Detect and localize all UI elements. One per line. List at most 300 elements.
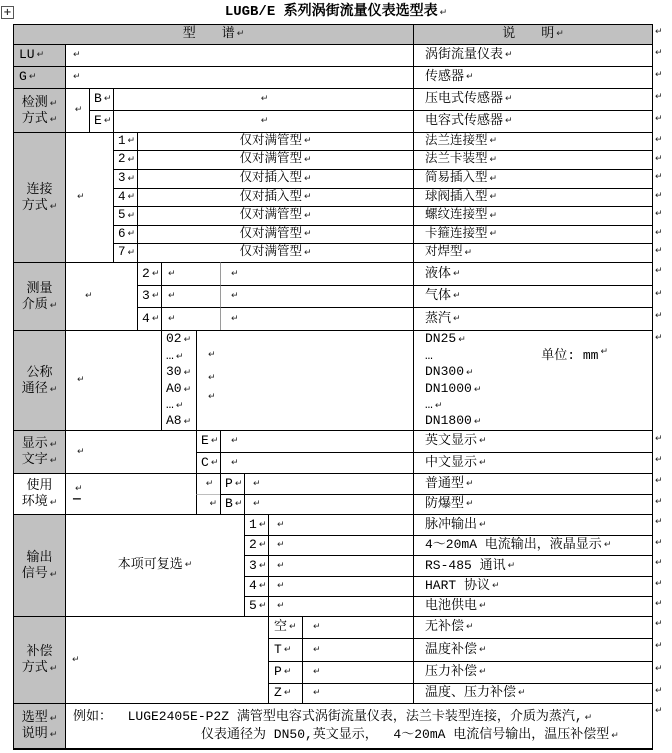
- paragraph-mark-icon: ↵: [655, 706, 663, 716]
- output-note: 脉冲输出: [425, 516, 478, 532]
- detect-blank-b-cell[interactable]: [113, 88, 413, 110]
- paragraph-mark-icon: ↵: [258, 581, 267, 591]
- paragraph-mark-icon: ↵: [77, 446, 85, 457]
- display-note-cell[interactable]: [413, 430, 652, 452]
- paragraph-mark-icon: ↵: [49, 498, 58, 508]
- paragraph-mark-icon: ↵: [655, 434, 663, 444]
- connect-code: 1: [118, 133, 126, 148]
- environment-note-cell[interactable]: [413, 473, 652, 494]
- compensation-code-cell[interactable]: [268, 616, 302, 638]
- connect-scope-cell[interactable]: [137, 206, 413, 225]
- paragraph-mark-icon: ↵: [303, 173, 312, 184]
- document-title[interactable]: [0, 3, 672, 21]
- paragraph-mark-icon: ↵: [253, 499, 261, 509]
- compensation-code-cell[interactable]: [268, 638, 302, 661]
- connect-spacer-cell[interactable]: [65, 132, 113, 262]
- connect-note: 法兰卡装型: [425, 152, 488, 167]
- g-note: 传感器: [425, 69, 465, 85]
- paragraph-mark-icon: ↵: [584, 713, 593, 723]
- dash-mark: —: [73, 490, 81, 506]
- paragraph-mark-icon: ↵: [458, 335, 466, 346]
- connect-note-cell[interactable]: [413, 132, 652, 150]
- display-code: C: [201, 454, 209, 470]
- detect-code-e-cell[interactable]: [89, 110, 113, 132]
- paragraph-mark-icon: ↵: [72, 654, 80, 665]
- medium-note: 气体: [425, 288, 452, 304]
- paragraph-mark-icon: ↵: [505, 50, 513, 60]
- medium-note-cell[interactable]: [413, 307, 652, 330]
- paragraph-mark-icon: ↵: [453, 313, 461, 324]
- paragraph-mark-icon: ↵: [175, 400, 184, 411]
- diameter-code: 02 ↵: [166, 331, 192, 347]
- paragraph-mark-icon: ↵: [283, 644, 292, 655]
- lu-code: LU: [19, 47, 35, 63]
- detect-spacer-cell[interactable]: [65, 88, 89, 132]
- paragraph-mark-icon: ↵: [655, 228, 663, 238]
- paragraph-mark-icon: ↵: [151, 291, 160, 301]
- diameter-note: DN25 ↵: [425, 331, 466, 347]
- paragraph-mark-icon: ↵: [439, 8, 448, 18]
- paragraph-mark-icon: ↵: [85, 291, 93, 301]
- display-code-cell[interactable]: [196, 452, 220, 473]
- environment-blank-cell[interactable]: [244, 473, 413, 494]
- output-note-cell[interactable]: [413, 514, 652, 535]
- environment-narrow-cell[interactable]: [196, 473, 220, 494]
- paragraph-mark-icon: ↵: [208, 392, 216, 402]
- g-blank-cell[interactable]: [65, 66, 413, 88]
- paragraph-mark-icon: ↵: [303, 229, 312, 239]
- output-code-cell[interactable]: [244, 555, 268, 576]
- medium-note: 蒸汽: [425, 310, 452, 326]
- output-note: HART 协议: [425, 578, 491, 594]
- paragraph-mark-icon: ↵: [184, 560, 193, 570]
- output-code-cell[interactable]: [244, 514, 268, 535]
- diameter-note: … 单位: mm ↵: [425, 346, 608, 363]
- connect-scope-cell[interactable]: [137, 169, 413, 188]
- display-label-line1: 显示 ↵: [21, 436, 58, 451]
- compensation-blank-cell[interactable]: [302, 661, 413, 683]
- connect-note: 卡箍连接型: [425, 226, 488, 241]
- paragraph-mark-icon: ↵: [74, 105, 83, 115]
- paragraph-mark-icon: ↵: [208, 350, 216, 360]
- environment-note: 防爆型: [425, 496, 465, 512]
- paragraph-mark-icon: ↵: [277, 581, 285, 591]
- medium-code-cell[interactable]: [137, 307, 161, 330]
- diameter-note: … ↵: [425, 396, 443, 412]
- output-code: 3: [249, 557, 257, 573]
- environment-spacer-cell[interactable]: [65, 473, 196, 514]
- diameter-code: A0 ↵: [166, 380, 192, 396]
- paragraph-mark-icon: ↵: [655, 154, 663, 164]
- diameter-spacer-cell[interactable]: [65, 330, 161, 430]
- output-note-cell[interactable]: [413, 535, 652, 555]
- compensation-blank-cell[interactable]: [302, 616, 413, 638]
- paragraph-mark-icon: ↵: [655, 497, 663, 507]
- compensation-note: 温度、压力补偿: [425, 685, 517, 701]
- output-blank-cell[interactable]: [268, 535, 413, 555]
- paragraph-mark-icon: ↵: [655, 619, 663, 629]
- paragraph-mark-icon: ↵: [127, 154, 136, 165]
- environment-label-cell[interactable]: [13, 473, 65, 514]
- selection-label-cell[interactable]: [13, 703, 65, 748]
- connect-note: 法兰连接型: [425, 133, 488, 148]
- paragraph-mark-icon: ↵: [489, 210, 498, 221]
- compensation-note-cell[interactable]: [413, 616, 652, 638]
- selection-example-cell[interactable]: [65, 703, 652, 748]
- paragraph-mark-icon: ↵: [231, 291, 239, 301]
- diameter-note-cell[interactable]: [413, 330, 652, 430]
- medium-blank-a-cell[interactable]: [161, 262, 220, 285]
- display-code: E: [201, 433, 209, 449]
- connect-note-cell[interactable]: [413, 188, 652, 206]
- paragraph-mark-icon: ↵: [277, 601, 285, 611]
- paragraph-mark-icon: ↵: [49, 664, 58, 674]
- medium-note: 液体: [425, 265, 452, 281]
- paragraph-mark-icon: ↵: [289, 622, 297, 632]
- medium-blank-a-cell[interactable]: [161, 285, 220, 307]
- paragraph-mark-icon: ↵: [258, 540, 267, 550]
- paragraph-mark-icon: ↵: [655, 455, 663, 465]
- compensation-note-cell[interactable]: [413, 661, 652, 683]
- detect-note-e-cell[interactable]: [413, 110, 652, 132]
- diameter-label-line1: 公称: [26, 364, 53, 380]
- paragraph-mark-icon: ↵: [168, 291, 176, 301]
- compensation-code-cell[interactable]: [268, 661, 302, 683]
- paragraph-mark-icon: ↵: [505, 116, 513, 126]
- connect-code-cell[interactable]: [113, 169, 137, 188]
- table-move-handle[interactable]: +: [1, 6, 14, 19]
- paragraph-mark-icon: ↵: [655, 172, 663, 182]
- paragraph-mark-icon: ↵: [258, 519, 267, 530]
- paragraph-mark-icon: ↵: [49, 730, 58, 740]
- environment-narrow-cell[interactable]: [196, 494, 220, 514]
- paragraph-mark-icon: ↵: [127, 136, 136, 146]
- connect-scope: 仅对满管型: [239, 245, 302, 260]
- lu-note: 涡街流量仪表: [425, 47, 504, 63]
- connect-note-cell[interactable]: [413, 169, 652, 188]
- paragraph-mark-icon: ↵: [210, 457, 219, 468]
- paragraph-mark-icon: ↵: [151, 268, 160, 279]
- paragraph-mark-icon: ↵: [260, 94, 269, 104]
- compensation-note: 压力补偿: [425, 664, 478, 680]
- connect-label-line1: 连接: [26, 181, 53, 197]
- paragraph-mark-icon: ↵: [277, 540, 285, 550]
- connect-scope: 仅对满管型: [239, 133, 302, 148]
- connect-note: 球阀插入型: [425, 189, 488, 204]
- paragraph-mark-icon: ↵: [303, 192, 312, 202]
- connect-code-cell[interactable]: [113, 243, 137, 262]
- compensation-code: 空: [274, 619, 288, 635]
- output-blank-cell[interactable]: [268, 576, 413, 596]
- environment-code: B: [225, 496, 233, 512]
- paragraph-mark-icon: ↵: [655, 70, 663, 80]
- detect-label-cell[interactable]: [13, 88, 65, 132]
- paragraph-mark-icon: ↵: [277, 519, 285, 530]
- detect-note-b-cell[interactable]: [413, 88, 652, 110]
- paragraph-mark-icon: ↵: [208, 373, 216, 383]
- connect-scope-cell[interactable]: [137, 132, 413, 150]
- paragraph-mark-icon: ↵: [236, 29, 245, 39]
- connect-note-cell[interactable]: [413, 206, 652, 225]
- paragraph-mark-icon: ↵: [479, 644, 487, 655]
- paragraph-mark-icon: ↵: [73, 50, 81, 60]
- header-note-label: 说 明: [502, 26, 555, 42]
- paragraph-mark-icon: ↵: [600, 346, 608, 357]
- output-blank-cell[interactable]: [268, 596, 413, 616]
- paragraph-mark-icon: ↵: [473, 384, 482, 395]
- connect-code: 3: [118, 171, 126, 186]
- connect-note: 对焊型: [425, 245, 463, 260]
- paragraph-mark-icon: ↵: [655, 476, 663, 486]
- environment-code-cell[interactable]: [220, 494, 244, 514]
- paragraph-mark-icon: ↵: [73, 72, 81, 82]
- environment-label-line2: 环境 ↵: [21, 494, 58, 509]
- paragraph-mark-icon: ↵: [49, 569, 58, 580]
- diameter-code-cell[interactable]: [161, 330, 196, 430]
- display-note-cell[interactable]: [413, 452, 652, 473]
- lu-note-cell[interactable]: [413, 44, 652, 66]
- medium-note-cell[interactable]: [413, 285, 652, 307]
- paragraph-mark-icon: ↵: [556, 29, 564, 39]
- connect-code: 4: [118, 189, 126, 204]
- paragraph-mark-icon: ↵: [168, 268, 176, 279]
- g-note-cell[interactable]: [413, 66, 652, 88]
- paragraph-mark-icon: ↵: [234, 478, 243, 489]
- paragraph-mark-icon: ↵: [655, 517, 663, 527]
- paragraph-mark-icon: ↵: [655, 538, 663, 548]
- connect-note: 螺纹连接型: [425, 208, 488, 223]
- medium-code-cell[interactable]: [137, 285, 161, 307]
- compensation-note-cell[interactable]: [413, 683, 652, 703]
- paragraph-mark-icon: ↵: [466, 368, 474, 379]
- compensation-spacer-cell[interactable]: [65, 616, 268, 703]
- output-label-line2: 信号 ↵: [21, 565, 58, 581]
- paragraph-mark-icon: ↵: [655, 558, 663, 568]
- diameter-code: 30 ↵: [166, 364, 192, 380]
- paragraph-mark-icon: ↵: [464, 247, 473, 258]
- detect-blank-e-cell[interactable]: [113, 110, 413, 132]
- detect-label-line2: 方式 ↵: [21, 110, 58, 126]
- paragraph-mark-icon: ↵: [655, 191, 663, 201]
- lu-code-cell[interactable]: [13, 44, 65, 66]
- paragraph-mark-icon: ↵: [127, 173, 136, 184]
- diameter-note: DN300 ↵: [425, 364, 474, 380]
- paragraph-mark-icon: ↵: [313, 644, 321, 655]
- paragraph-mark-icon: ↵: [655, 135, 663, 145]
- paragraph-mark-icon: ↵: [489, 229, 498, 239]
- paragraph-mark-icon: ↵: [75, 483, 83, 494]
- connect-label-line2: 方式 ↵: [21, 197, 58, 213]
- environment-code-cell[interactable]: [220, 473, 244, 494]
- paragraph-mark-icon: ↵: [303, 154, 312, 165]
- output-label-line1: 输出: [26, 549, 53, 565]
- paragraph-mark-icon: ↵: [479, 519, 487, 530]
- output-note: RS-485 通讯: [425, 557, 506, 573]
- header-model-label: 型 谱: [182, 26, 235, 42]
- connect-code: 7: [118, 245, 126, 260]
- connect-note-cell[interactable]: [413, 150, 652, 169]
- diameter-unit: 单位: mm: [541, 347, 599, 363]
- output-note-cell[interactable]: [413, 555, 652, 576]
- paragraph-mark-icon: ↵: [127, 229, 136, 239]
- paragraph-mark-icon: ↵: [303, 136, 312, 146]
- paragraph-mark-icon: ↵: [231, 313, 239, 324]
- paragraph-mark-icon: ↵: [655, 266, 663, 276]
- header-note-cell[interactable]: [413, 24, 652, 44]
- display-note: 英文显示: [425, 433, 478, 449]
- paragraph-mark-icon: ↵: [489, 192, 498, 202]
- paragraph-mark-icon: ↵: [655, 48, 663, 58]
- medium-label-line1: 测量: [26, 280, 53, 296]
- paragraph-mark-icon: ↵: [183, 384, 192, 395]
- display-spacer-cell[interactable]: [65, 430, 196, 473]
- medium-label-line2: 介质 ↵: [21, 296, 58, 312]
- g-code-cell[interactable]: [13, 66, 65, 88]
- paragraph-mark-icon: ↵: [453, 291, 461, 301]
- connect-scope: 仅对满管型: [239, 226, 302, 241]
- paragraph-mark-icon: ↵: [49, 456, 58, 466]
- compensation-blank-cell[interactable]: [302, 638, 413, 661]
- medium-code: 3: [142, 288, 150, 304]
- medium-blank-b-cell[interactable]: [220, 285, 413, 307]
- paragraph-mark-icon: ↵: [479, 436, 487, 446]
- paragraph-mark-icon: ↵: [234, 499, 243, 509]
- compensation-note-cell[interactable]: [413, 638, 652, 661]
- connect-scope: 仅对插入型: [239, 171, 302, 186]
- output-blank-cell[interactable]: [268, 555, 413, 576]
- paragraph-mark-icon: ↵: [489, 154, 498, 165]
- header-model-cell[interactable]: [13, 24, 413, 44]
- connect-code-cell[interactable]: [113, 206, 137, 225]
- paragraph-mark-icon: ↵: [313, 667, 321, 677]
- paragraph-mark-icon: ↵: [103, 94, 112, 104]
- compensation-blank-cell[interactable]: [302, 683, 413, 703]
- connect-scope-cell[interactable]: [137, 188, 413, 206]
- paragraph-mark-icon: ↵: [77, 192, 85, 202]
- connect-note-cell[interactable]: [413, 225, 652, 243]
- connect-code-cell[interactable]: [113, 225, 137, 243]
- connect-code: 6: [118, 226, 126, 241]
- medium-blank-b-cell[interactable]: [220, 262, 413, 285]
- medium-blank-b-cell[interactable]: [220, 307, 413, 330]
- output-group-note-cell[interactable]: [65, 514, 244, 616]
- display-label-cell[interactable]: [13, 430, 65, 473]
- output-note-cell[interactable]: [413, 576, 652, 596]
- paragraph-mark-icon: ↵: [655, 114, 663, 124]
- paragraph-mark-icon: ↵: [151, 313, 160, 324]
- paragraph-mark-icon: ↵: [479, 667, 487, 677]
- display-blank-cell[interactable]: [220, 452, 413, 473]
- medium-code: 4: [142, 310, 150, 326]
- output-code-cell[interactable]: [244, 596, 268, 616]
- selection-label-line1: 选型 ↵: [21, 710, 58, 725]
- compensation-code: Z: [274, 685, 282, 701]
- diameter-mid-cell[interactable]: [196, 330, 413, 430]
- environment-note-cell[interactable]: [413, 494, 652, 514]
- paragraph-mark-icon: ↵: [231, 268, 239, 279]
- compensation-code: P: [274, 664, 282, 680]
- paragraph-mark-icon: ↵: [127, 210, 136, 221]
- display-blank-cell[interactable]: [220, 430, 413, 452]
- connect-code: 2: [118, 152, 126, 167]
- diameter-code: … ↵: [166, 396, 184, 412]
- selection-example-line1: 例如： LUGE2405E-P2Z 满管型电容式涡街流量仪表，法兰卡装型连接，介质为蒸汽, ↵: [73, 709, 593, 724]
- connect-label-cell[interactable]: [13, 132, 65, 262]
- detect-code-b-cell[interactable]: [89, 88, 113, 110]
- detect-label-line1: 检测 ↵: [21, 94, 58, 110]
- paragraph-mark-icon: ↵: [205, 478, 214, 489]
- paragraph-mark-icon: ↵: [655, 641, 663, 651]
- output-code-cell[interactable]: [244, 535, 268, 555]
- connect-code-cell[interactable]: [113, 188, 137, 206]
- medium-label-cell[interactable]: [13, 262, 65, 330]
- paragraph-mark-icon: ↵: [209, 499, 217, 509]
- compensation-label-cell[interactable]: [13, 616, 65, 703]
- diameter-label-cell[interactable]: [13, 330, 65, 430]
- output-label-cell[interactable]: [13, 514, 65, 616]
- connect-scope-cell[interactable]: [137, 225, 413, 243]
- connect-code-cell[interactable]: [113, 132, 137, 150]
- paragraph-mark-icon: ↵: [655, 664, 663, 674]
- paragraph-mark-icon: ↵: [258, 601, 267, 611]
- selection-label-line2: 说明 ↵: [21, 726, 58, 741]
- paragraph-mark-icon: ↵: [518, 688, 526, 698]
- connect-code-cell[interactable]: [113, 150, 137, 169]
- connect-note-cell[interactable]: [413, 243, 652, 262]
- paragraph-mark-icon: ↵: [231, 457, 239, 468]
- title-text: LUGB/E 系列涡街流量仪表选型表: [224, 4, 438, 20]
- connect-scope: 仅对满管型: [239, 208, 302, 223]
- output-code-cell[interactable]: [244, 576, 268, 596]
- output-code: 1: [249, 516, 257, 532]
- medium-spacer-cell[interactable]: [65, 262, 137, 330]
- medium-blank-a-cell[interactable]: [161, 307, 220, 330]
- lu-blank-cell[interactable]: [65, 44, 413, 66]
- paragraph-mark-icon: ↵: [655, 599, 663, 609]
- paragraph-mark-icon: ↵: [655, 209, 663, 219]
- paragraph-mark-icon: ↵: [260, 116, 269, 126]
- connect-scope: 仅对满管型: [239, 152, 302, 167]
- paragraph-mark-icon: ↵: [466, 622, 474, 632]
- display-code-cell[interactable]: [196, 430, 220, 452]
- output-code: 4: [249, 578, 257, 594]
- compensation-code-cell[interactable]: [268, 683, 302, 703]
- medium-note-cell[interactable]: [413, 262, 652, 285]
- paragraph-mark-icon: ↵: [253, 478, 261, 489]
- paragraph-mark-icon: ↵: [603, 540, 612, 550]
- output-blank-cell[interactable]: [268, 514, 413, 535]
- paragraph-mark-icon: ↵: [505, 94, 513, 104]
- paragraph-mark-icon: ↵: [466, 72, 474, 82]
- paragraph-mark-icon: ↵: [489, 136, 498, 146]
- environment-blank-cell[interactable]: [244, 494, 413, 514]
- paragraph-mark-icon: ↵: [36, 50, 45, 60]
- paragraph-mark-icon: ↵: [103, 116, 112, 126]
- compensation-note: 无补偿: [425, 619, 465, 635]
- paragraph-mark-icon: ↵: [492, 581, 500, 591]
- paragraph-mark-icon: ↵: [183, 417, 192, 428]
- paragraph-mark-icon: ↵: [303, 210, 312, 221]
- medium-code: 2: [142, 265, 150, 281]
- output-note-cell[interactable]: [413, 596, 652, 616]
- paragraph-mark-icon: ↵: [655, 92, 663, 102]
- connect-scope-cell[interactable]: [137, 243, 413, 262]
- output-code: 5: [249, 598, 257, 614]
- medium-code-cell[interactable]: [137, 262, 161, 285]
- connect-scope-cell[interactable]: [137, 150, 413, 169]
- paragraph-mark-icon: ↵: [77, 375, 85, 385]
- paragraph-mark-icon: ↵: [434, 400, 443, 411]
